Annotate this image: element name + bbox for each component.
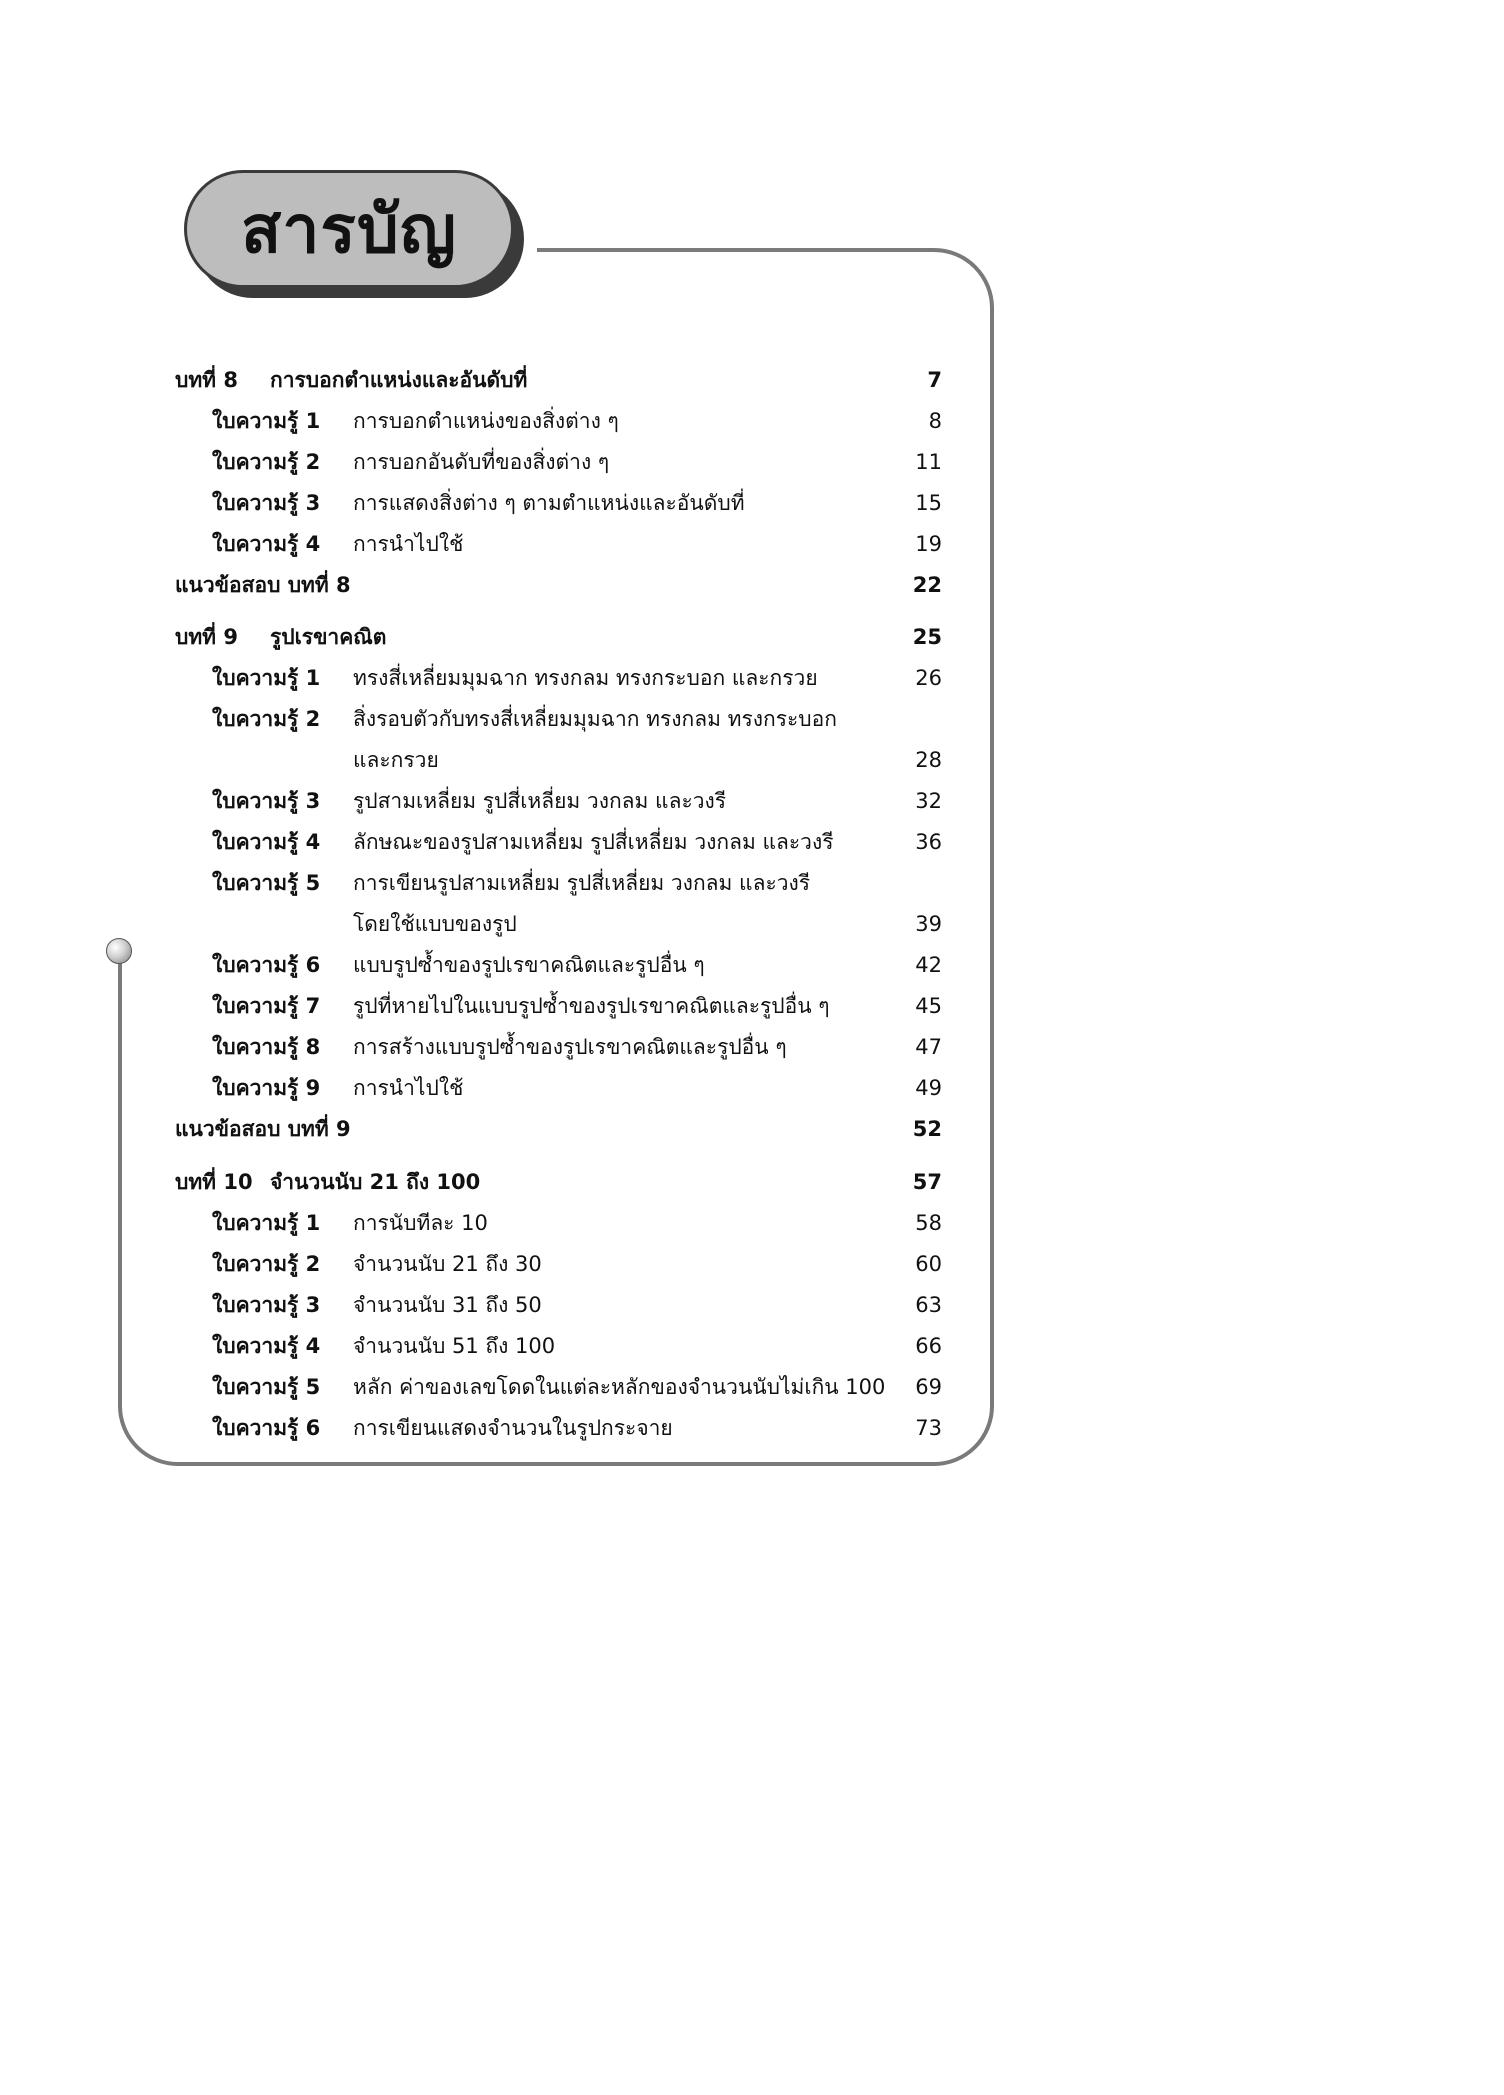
toc-title: แบบรูปซ้ำของรูปเรขาคณิตและรูปอื่น ๆ <box>353 953 705 977</box>
toc-label: ใบความรู้ 3 <box>212 491 321 515</box>
toc-sheet-row <box>0 658 1131 698</box>
toc-page-number: 69 <box>915 1375 942 1399</box>
toc-sheet-row <box>0 699 1131 739</box>
toc-sheet-row <box>0 986 1131 1026</box>
toc-sheet-row <box>0 1326 1131 1366</box>
toc-label: ใบความรู้ 2 <box>212 1252 321 1276</box>
toc-page-number: 57 <box>912 1170 942 1194</box>
toc-sheet-row <box>0 1408 1131 1448</box>
toc-page-number: 32 <box>915 789 942 813</box>
toc-title: การแสดงสิ่งต่าง ๆ ตามตำแหน่งและอันดับที่ <box>353 491 745 515</box>
toc-page-number: 52 <box>912 1117 942 1141</box>
toc-sheet-row <box>0 863 1131 903</box>
toc-page-number: 15 <box>915 491 942 515</box>
toc-page-number: 11 <box>915 450 942 474</box>
toc-title: สิ่งรอบตัวกับทรงสี่เหลี่ยมมุมฉาก ทรงกลม ทรงกระบอก <box>353 707 837 731</box>
toc-label: ใบความรู้ 8 <box>212 1035 321 1059</box>
toc-label: บทที่ 8 <box>175 368 238 392</box>
toc-title: ทรงสี่เหลี่ยมมุมฉาก ทรงกลม ทรงกระบอก และกรวย <box>353 666 818 690</box>
toc-label: ใบความรู้ 4 <box>212 532 321 556</box>
toc-page-number: 8 <box>928 409 942 433</box>
toc-label: ใบความรู้ 3 <box>212 789 321 813</box>
toc-sheet-row <box>0 781 1131 821</box>
toc-title: การนับทีละ 10 <box>353 1211 488 1235</box>
toc-sheet-row <box>0 483 1131 523</box>
toc-page-number: 45 <box>915 994 942 1018</box>
toc-page-number: 26 <box>915 666 942 690</box>
toc-title: โดยใช้แบบของรูป <box>353 912 517 936</box>
toc-sheet-row <box>0 1244 1131 1284</box>
toc-chapter-row <box>0 1162 1131 1202</box>
toc-title: การบอกอันดับที่ของสิ่งต่าง ๆ <box>353 450 610 474</box>
toc-label: บทที่ 9 <box>175 625 238 649</box>
toc-label: แนวข้อสอบ บทที่ 8 <box>175 573 351 597</box>
toc-page-number: 73 <box>915 1416 942 1440</box>
toc-page-number: 63 <box>915 1293 942 1317</box>
toc-page-number: 66 <box>915 1334 942 1358</box>
toc-exam-row <box>0 1109 1131 1149</box>
toc-continuation-row <box>0 740 1131 780</box>
toc-exam-row <box>0 565 1131 605</box>
toc-label: ใบความรู้ 7 <box>212 994 321 1018</box>
toc-sheet-row <box>0 1367 1131 1407</box>
toc-title: ลักษณะของรูปสามเหลี่ยม รูปสี่เหลี่ยม วงกลม และวงรี <box>353 830 834 854</box>
toc-label: ใบความรู้ 9 <box>212 1076 321 1100</box>
toc-title: การบอกตำแหน่งของสิ่งต่าง ๆ <box>353 409 619 433</box>
toc-sheet-row <box>0 1068 1131 1108</box>
toc-page-number: 22 <box>912 573 942 597</box>
toc-title: การบอกตำแหน่งและอันดับที่ <box>270 368 528 392</box>
toc-sheet-row <box>0 1203 1131 1243</box>
toc-title: การเขียนรูปสามเหลี่ยม รูปสี่เหลี่ยม วงกลม และวงรี <box>353 871 811 895</box>
toc-title: จำนวนนับ 21 ถึง 100 <box>270 1170 481 1194</box>
toc-title: การเขียนแสดงจำนวนในรูปกระจาย <box>353 1416 673 1440</box>
toc-page-number: 7 <box>927 368 942 392</box>
toc-title: รูปสามเหลี่ยม รูปสี่เหลี่ยม วงกลม และวงรี <box>353 789 727 813</box>
toc-chapter-row <box>0 360 1131 400</box>
toc-label: ใบความรู้ 3 <box>212 1293 321 1317</box>
toc-label: ใบความรู้ 4 <box>212 830 321 854</box>
toc-page-number: 49 <box>915 1076 942 1100</box>
toc-label: ใบความรู้ 2 <box>212 707 321 731</box>
toc-label: ใบความรู้ 1 <box>212 1211 321 1235</box>
toc-page-number: 36 <box>915 830 942 854</box>
toc-sheet-row <box>0 1285 1131 1325</box>
toc-continuation-row <box>0 904 1131 944</box>
toc-sheet-row <box>0 822 1131 862</box>
toc-page-number: 60 <box>915 1252 942 1276</box>
toc-title: รูปที่หายไปในแบบรูปซ้ำของรูปเรขาคณิตและรูปอื่น ๆ <box>353 994 830 1018</box>
toc-title: จำนวนนับ 31 ถึง 50 <box>353 1293 542 1317</box>
toc-title: จำนวนนับ 21 ถึง 30 <box>353 1252 542 1276</box>
toc-sheet-row <box>0 1027 1131 1067</box>
toc-page-number: 47 <box>915 1035 942 1059</box>
toc-sheet-row <box>0 442 1131 482</box>
toc-sheet-row <box>0 401 1131 441</box>
toc-page-number: 19 <box>915 532 942 556</box>
toc-chapter-row <box>0 617 1131 657</box>
toc-label: ใบความรู้ 1 <box>212 409 321 433</box>
toc-page-number: 28 <box>915 748 942 772</box>
toc-title: และกรวย <box>353 748 439 772</box>
toc-title: หลัก ค่าของเลขโดดในแต่ละหลักของจำนวนนับไม่เกิน 100 <box>353 1375 886 1399</box>
toc-label: ใบความรู้ 5 <box>212 1375 321 1399</box>
toc-label: ใบความรู้ 2 <box>212 450 321 474</box>
toc-title: จำนวนนับ 51 ถึง 100 <box>353 1334 556 1358</box>
toc-page-number: 42 <box>915 953 942 977</box>
toc-title: การนำไปใช้ <box>353 1076 464 1100</box>
toc-label: แนวข้อสอบ บทที่ 9 <box>175 1117 351 1141</box>
toc-page-number: 39 <box>915 912 942 936</box>
toc-sheet-row <box>0 945 1131 985</box>
toc-page-number: 25 <box>912 625 942 649</box>
toc-label: ใบความรู้ 6 <box>212 1416 321 1440</box>
toc-label: ใบความรู้ 6 <box>212 953 321 977</box>
toc-label: ใบความรู้ 1 <box>212 666 321 690</box>
toc-sheet-row <box>0 524 1131 564</box>
toc-title: การสร้างแบบรูปซ้ำของรูปเรขาคณิตและรูปอื่น ๆ <box>353 1035 787 1059</box>
toc-label: ใบความรู้ 4 <box>212 1334 321 1358</box>
toc-title: รูปเรขาคณิต <box>270 625 387 649</box>
toc-title: การนำไปใช้ <box>353 532 464 556</box>
toc-page-number: 58 <box>915 1211 942 1235</box>
toc-label: ใบความรู้ 5 <box>212 871 321 895</box>
page-title: สารบัญ <box>241 190 457 268</box>
toc-label: บทที่ 10 <box>175 1170 253 1194</box>
